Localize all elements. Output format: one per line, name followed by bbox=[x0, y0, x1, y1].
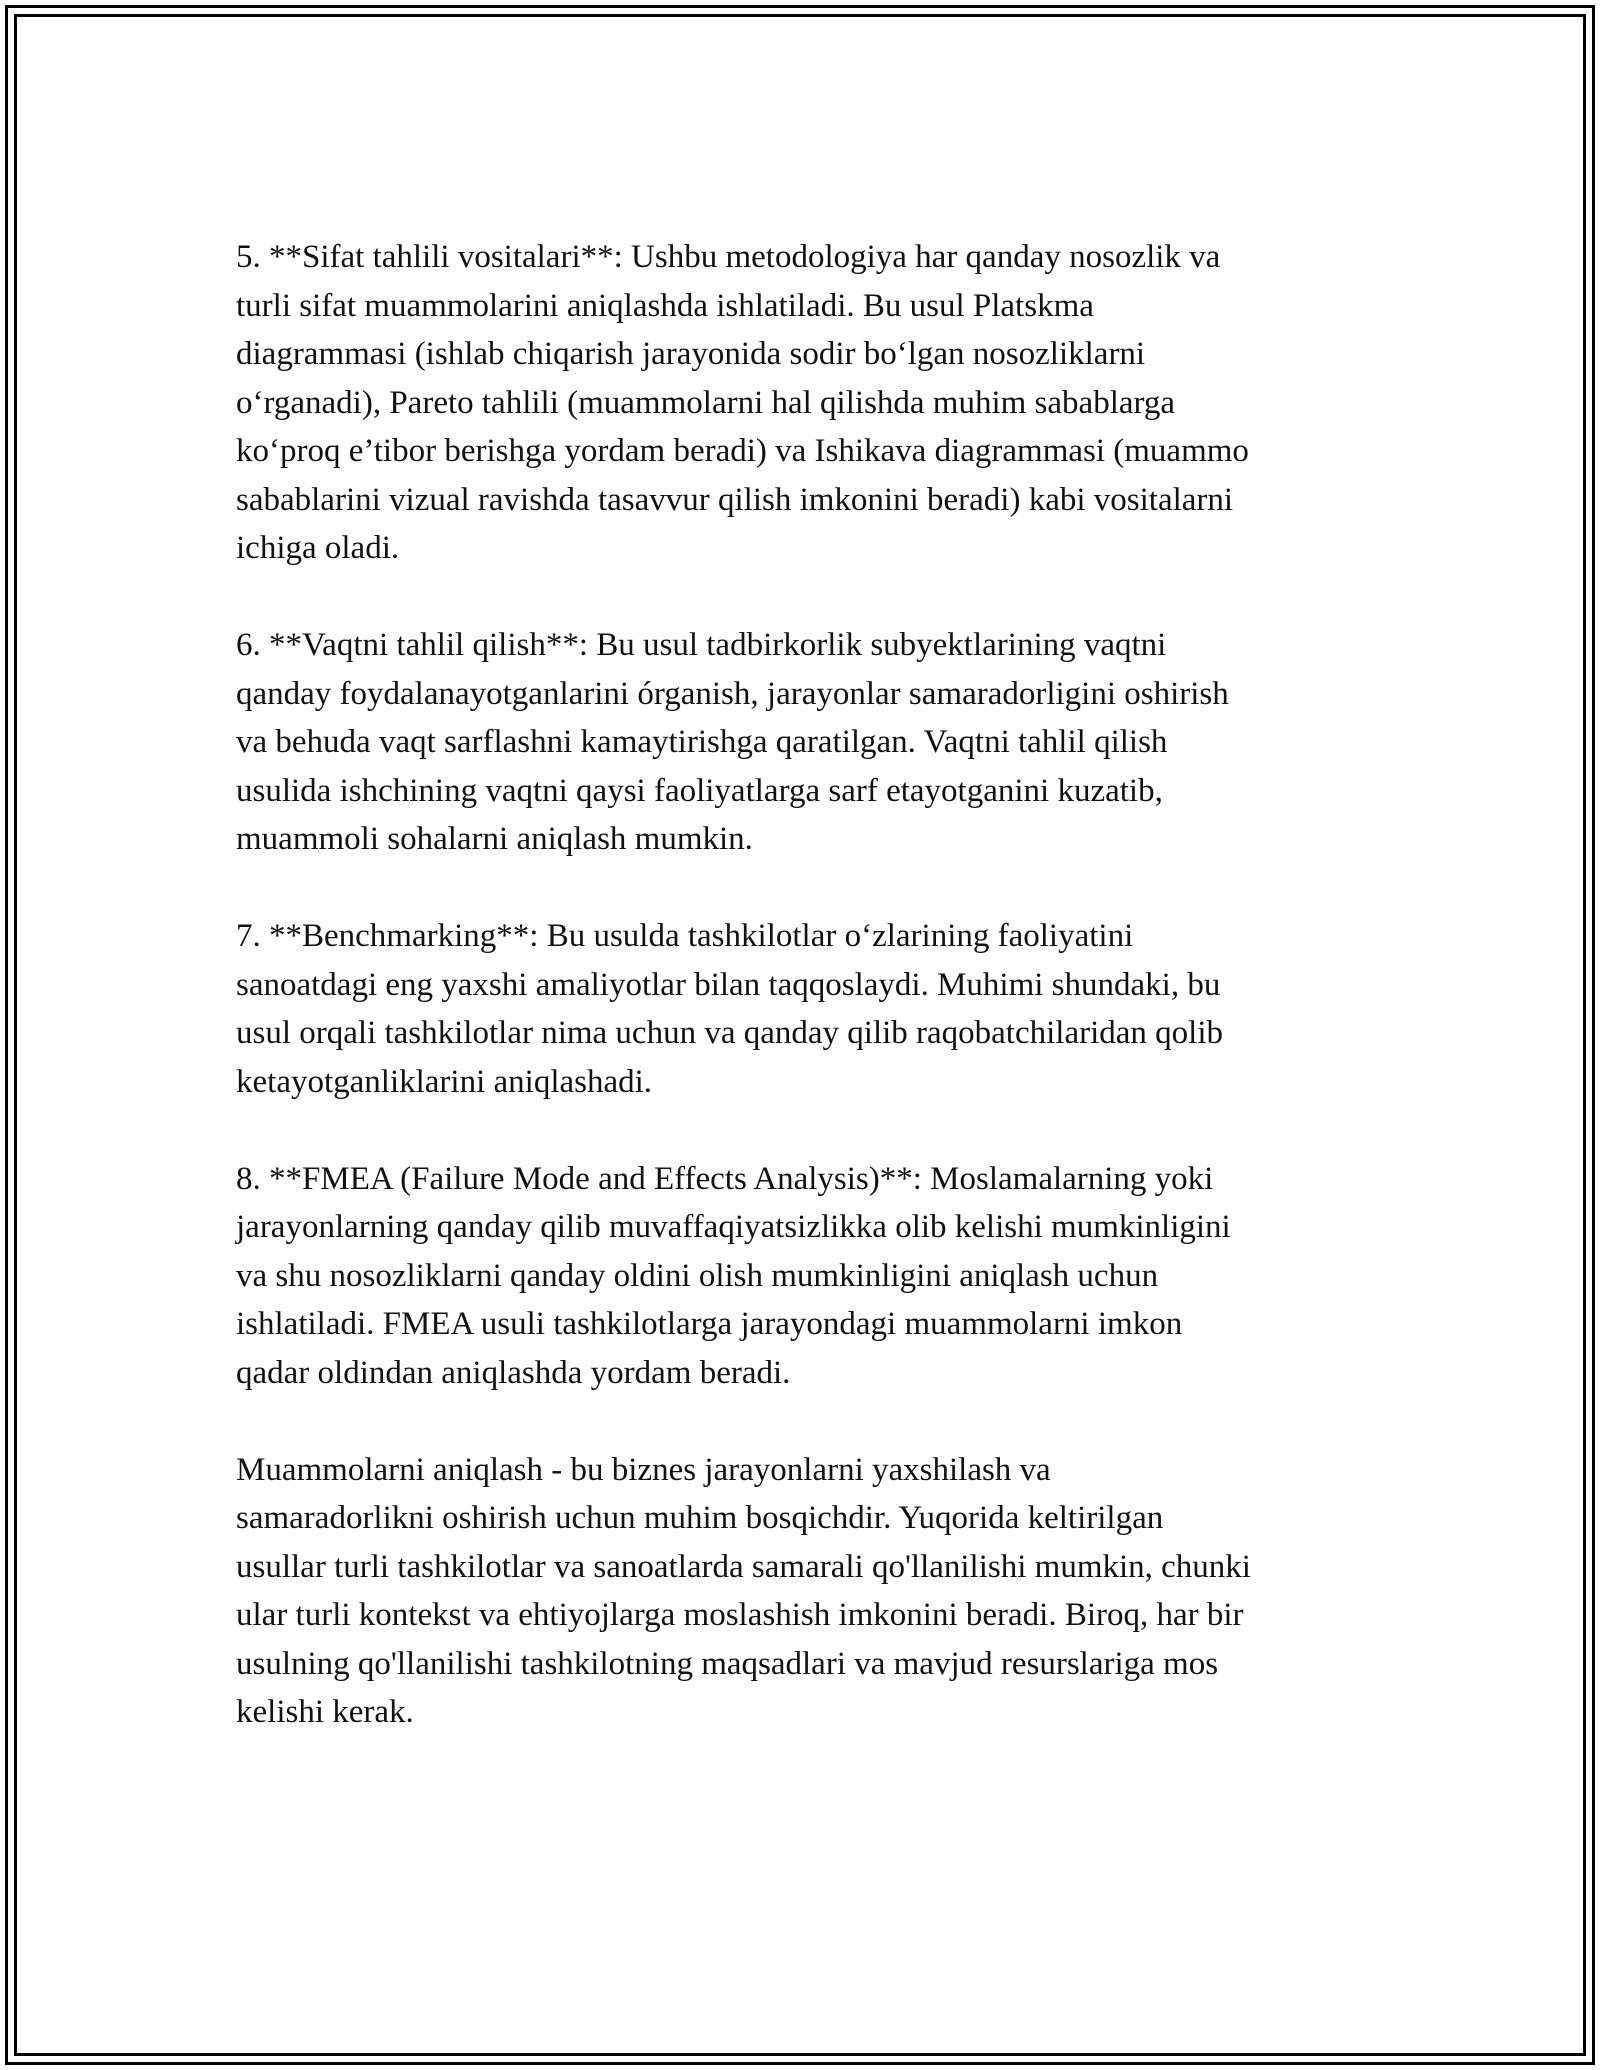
text-line: muammoli sohalarni aniqlash mumkin. bbox=[236, 821, 753, 857]
text-line: qanday foydalanayotganlarini órganish, jarayonlar samaradorligini oshirish bbox=[236, 675, 1229, 712]
text-line: va behuda vaqt sarflashni kamaytirishga qaratilgan. Vaqtni tahlil qilish bbox=[236, 724, 1168, 760]
text-line: ular turli kontekst va ehtiyojlarga moslashish imkonini beradi. Biroq, har bir bbox=[236, 1597, 1244, 1633]
text-line: sanoatdagi eng yaxshi amaliyotlar bilan taqqoslaydi. Muhimi shundaki, bu bbox=[236, 966, 1221, 1003]
paragraph-vaqtni-tahlil-qilish bbox=[236, 621, 1384, 864]
text-line: turli sifat muammolarini aniqlashda ishlatiladi. Bu usul Platskma bbox=[236, 287, 1094, 324]
text-line: 8. **FMEA (Failure Mode and Effects Analysis)**: Moslamalarning yoki bbox=[236, 1160, 1214, 1197]
text-line: va shu nosozliklarni qanday oldini olish mumkinligini aniqlash uchun bbox=[236, 1257, 1159, 1294]
text-line: usullar turli tashkilotlar va sanoatlarda samarali qo'llanilishi mumkin, chunki bbox=[236, 1548, 1251, 1585]
text-line: kelishi kerak. bbox=[236, 1694, 414, 1730]
text-line: ishlatiladi. FMEA usuli tashkilotlarga jarayondagi muammolarni imkon bbox=[236, 1306, 1183, 1342]
paragraph-sifat-tahlili-vositalari bbox=[236, 233, 1384, 573]
text-line: samaradorlikni oshirish uchun muhim bosqichdir. Yuqorida keltirilgan bbox=[236, 1500, 1164, 1536]
paragraph-conclusion bbox=[236, 1446, 1384, 1737]
text-line: 5. **Sifat tahlili vositalari**: Ushbu metodologiya har qanday nosozlik va bbox=[236, 239, 1221, 275]
text-line: usulning qo'llanilishi tashkilotning maqsadlari va mavjud resurslariga mos bbox=[236, 1645, 1219, 1682]
text-line: jarayonlarning qanday qilib muvaffaqiyatsizlikka olib kelishi mumkinligini bbox=[236, 1209, 1231, 1245]
text-line: sabablarini vizual ravishda tasavvur qilish imkonini beradi) kabi vositalarni bbox=[236, 481, 1234, 518]
text-line: qadar oldindan aniqlashda yordam beradi. bbox=[236, 1354, 791, 1391]
text-line: Muammolarni aniqlash - bu biznes jarayonlarni yaxshilash va bbox=[236, 1451, 1051, 1488]
text-line: usul orqali tashkilotlar nima uchun va qanday qilib raqobatchilaridan qolib bbox=[236, 1015, 1224, 1051]
text-line: 6. **Vaqtni tahlil qilish**: Bu usul tadbirkorlik subyektlarining vaqtni bbox=[236, 627, 1167, 663]
paragraph-fmea bbox=[236, 1155, 1384, 1398]
text-line: ketayotganliklarini aniqlashadi. bbox=[236, 1063, 653, 1100]
document-body bbox=[236, 233, 1384, 1737]
text-line: diagrammasi (ishlab chiqarish jarayonida sodir bo‘lgan nosozliklarni bbox=[236, 336, 1146, 372]
text-line: ichiga oladi. bbox=[236, 530, 400, 566]
paragraph-benchmarking bbox=[236, 912, 1384, 1106]
text-line: o‘rganadi), Pareto tahlili (muammolarni hal qilishda muhim sabablarga bbox=[236, 384, 1176, 421]
text-line: usulida ishchining vaqtni qaysi faoliyatlarga sarf etayotganini kuzatib, bbox=[236, 772, 1163, 809]
text-line: ko‘proq e’tibor berishga yordam beradi) va Ishikava diagrammasi (muammo bbox=[236, 433, 1249, 469]
text-line: 7. **Benchmarking**: Bu usulda tashkilotlar o‘zlarining faoliyatini bbox=[236, 918, 1134, 954]
